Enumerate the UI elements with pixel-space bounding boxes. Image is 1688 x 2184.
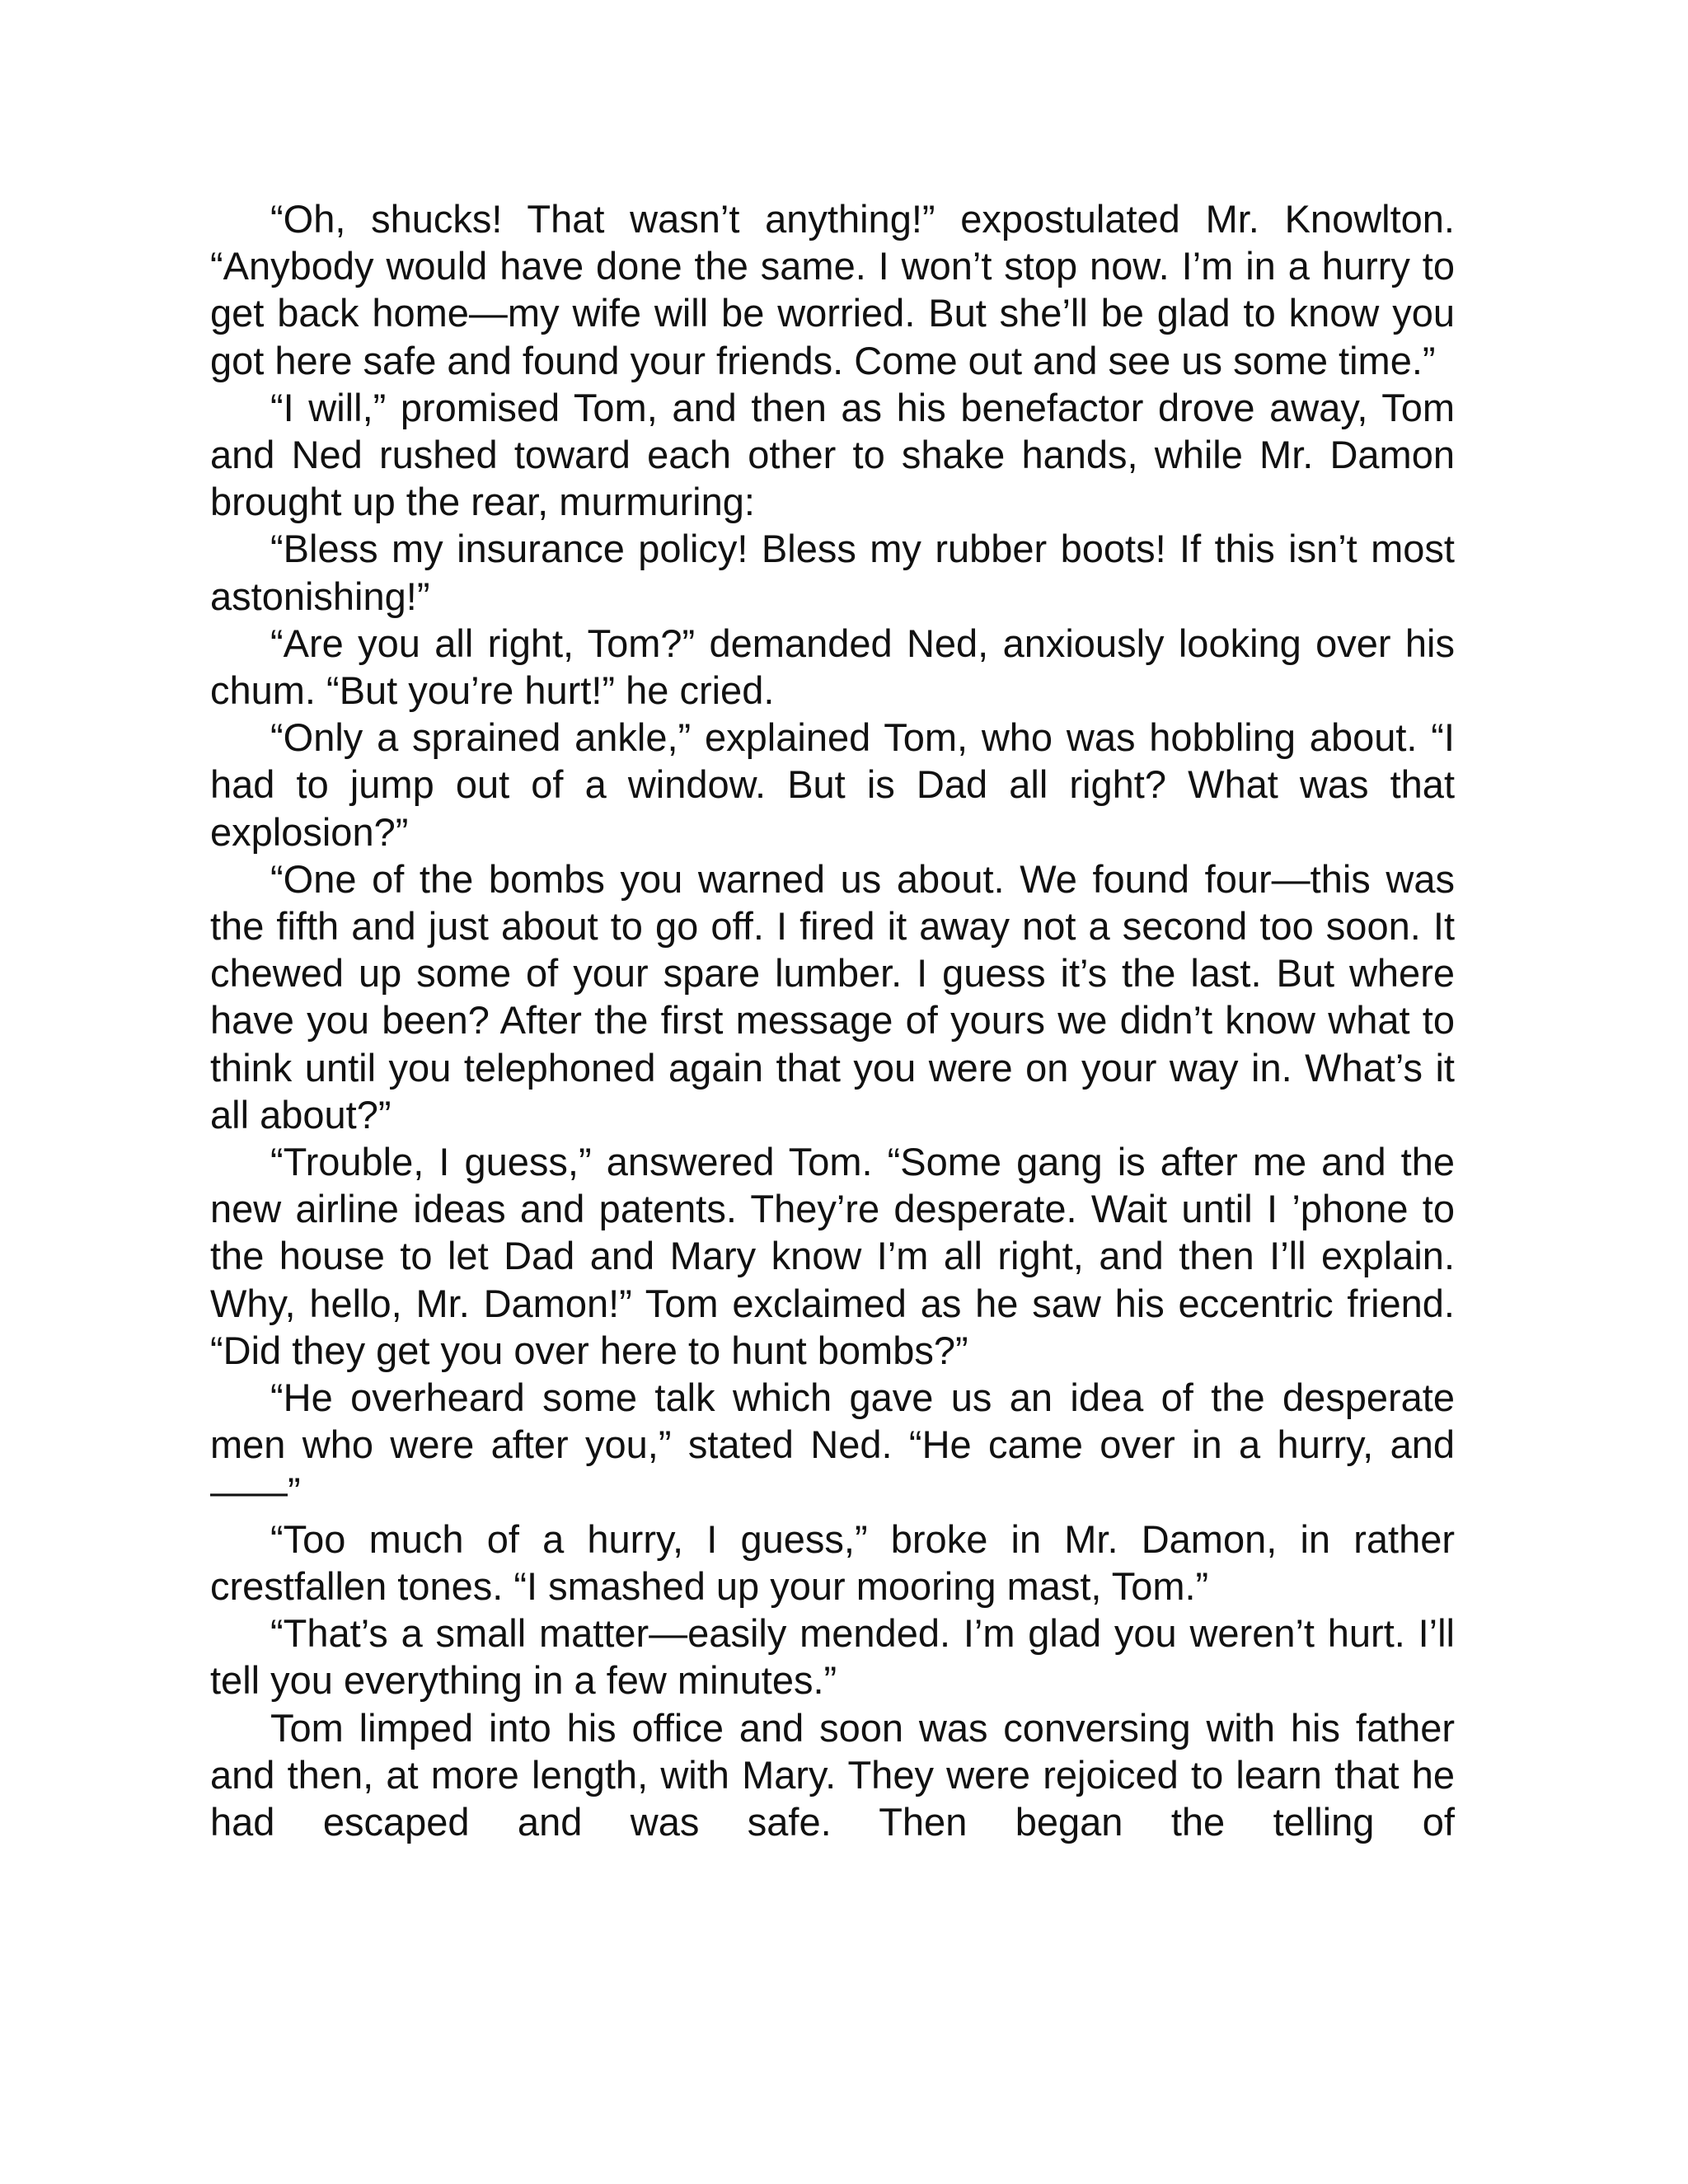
paragraph: “Oh, shucks! That wasn’t anything!” expostulated Mr. Knowlton. “Anybody would have done the same. I won’t stop now. I’m in a hurry to get back home—my wife will be worried. But she’ll be glad to know you got here safe and found your friends. Come out and see us some time.”	[210, 197, 1455, 382]
paragraph: “Are you all right, Tom?” demanded Ned, anxiously looking over his chum. “But you’re hurt!” he cried.	[210, 621, 1455, 713]
page-text	[210, 195, 1455, 1845]
paragraph: Tom limped into his office and soon was conversing with his father and then, at more length, with Mary. They were rejoiced to learn that he had escaped and was safe. Then began the telling of	[210, 1705, 1455, 1844]
paragraph: “He overheard some talk which gave us an idea of the desperate men who were after you,” stated Ned. “He came over in a hurry, and ——”	[210, 1376, 1455, 1514]
paragraph: “Bless my insurance policy! Bless my rubber boots! If this isn’t most astonishing!”	[210, 527, 1455, 618]
paragraph: “Too much of a hurry, I guess,” broke in Mr. Damon, in rather crestfallen tones. “I smashed up your mooring mast, Tom.”	[210, 1516, 1455, 1608]
paragraph: “Trouble, I guess,” answered Tom. “Some gang is after me and the new airline ideas and patents. They’re desperate. Wait until I ’phone to the house to let Dad and Mary know I’m all right, and then I’ll explain. Why, hello, Mr. Damon!” Tom exclaimed as he saw his eccentric friend. “Did they get you over here to hunt bombs?”	[210, 1140, 1455, 1372]
paragraph: “That’s a small matter—easily mended. I’m glad you weren’t hurt. I’ll tell you everything in a few minutes.”	[210, 1611, 1455, 1703]
paragraph: “One of the bombs you warned us about. We found four—this was the fifth and just about to go off. I fired it away not a second too soon. It chewed up some of your spare lumber. I guess it’s the last. But where have you been? After the first message of yours we didn’t know what to think until you telephoned again that you were on your way in. What’s it all about?”	[210, 856, 1455, 1137]
paragraph: “I will,” promised Tom, and then as his benefactor drove away, Tom and Ned rushed toward each other to shake hands, while Mr. Damon brought up the rear, murmuring:	[210, 385, 1455, 524]
paragraph: “Only a sprained ankle,” explained Tom, who was hobbling about. “I had to jump out of a window. But is Dad all right? What was that explosion?”	[210, 715, 1455, 854]
